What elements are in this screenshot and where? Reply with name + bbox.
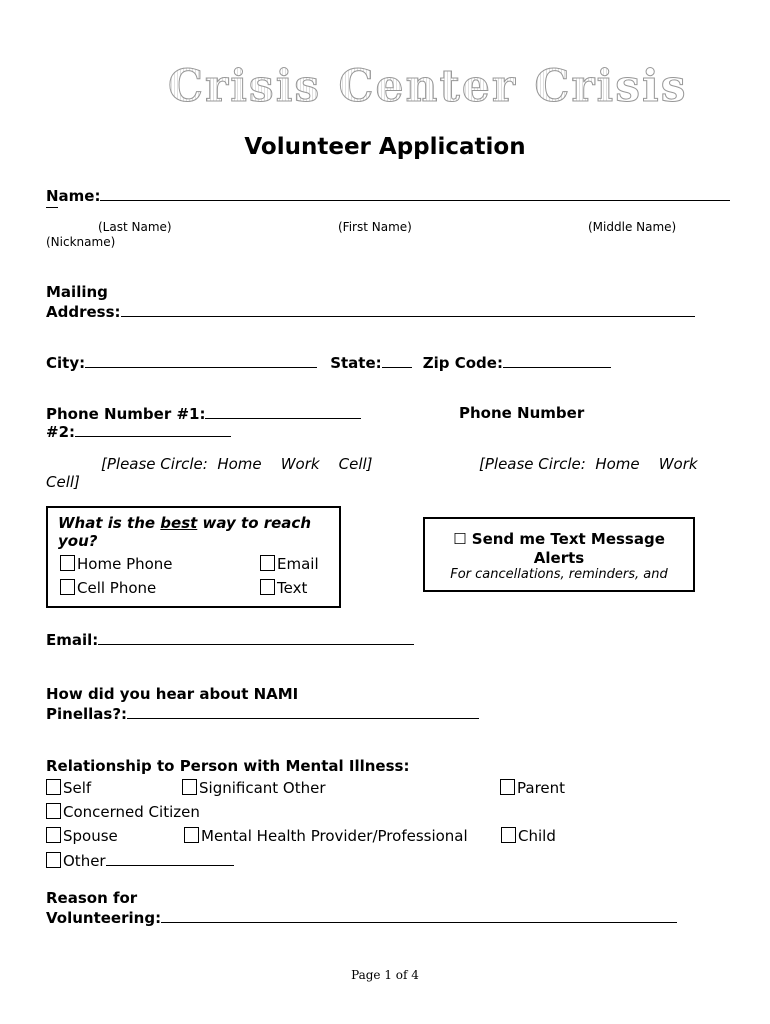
state-label: State: [330, 354, 382, 372]
contact-preference-question: What is the best way to reach [58, 514, 311, 532]
email-label: Email: [46, 631, 99, 649]
checkbox-icon[interactable] [60, 555, 75, 571]
relationship-child[interactable]: Child [501, 827, 556, 845]
relationship-self[interactable]: Self [46, 779, 91, 797]
relationship-mental-health-provider[interactable]: Mental Health Provider/Professional [184, 827, 468, 845]
checkbox-icon[interactable] [260, 555, 275, 571]
relationship-spouse[interactable]: Spouse [46, 827, 118, 845]
text-alerts-title: ☐ Send me Text Message [453, 530, 665, 548]
checkbox-icon[interactable]: ☐ [453, 530, 467, 548]
middle-name-caption: (Middle Name) [588, 220, 677, 234]
city-label: City: [46, 354, 86, 372]
phone2-circle-instruction: [Please Circle: Home Work [479, 455, 698, 473]
reason-label: Reason for [46, 889, 138, 907]
hear-label: How did you hear about NAMI [46, 685, 299, 703]
zip-label: Zip Code: [422, 354, 503, 372]
checkbox-icon[interactable] [46, 803, 61, 819]
checkbox-icon[interactable] [46, 852, 61, 868]
city-field[interactable] [85, 353, 317, 368]
phone1-circle-instruction: [Please Circle: Home Work Cell] [101, 455, 373, 473]
text-alerts-subtitle: For cancellations, reminders, and [450, 567, 668, 582]
page-number: Page 1 of 4 [351, 968, 419, 982]
contact-preference-box [46, 506, 341, 608]
phone2-label-cont: #2: [46, 423, 76, 441]
relationship-other[interactable]: Other [46, 851, 234, 870]
relationship-concerned-citizen[interactable]: Concerned Citizen [46, 803, 200, 821]
name-row [46, 186, 730, 205]
phone2-circle-instruction-cont: Cell] [46, 473, 80, 491]
phone1-row [46, 404, 361, 423]
state-field[interactable] [382, 353, 412, 368]
relationship-parent[interactable]: Parent [500, 779, 565, 797]
phone1-label: Phone Number #1: [46, 405, 206, 423]
other-field[interactable] [106, 851, 234, 866]
hear-label-cont: Pinellas?: [46, 705, 128, 723]
contact-preference-question-cont: you? [58, 532, 98, 550]
option-home-phone[interactable]: Home Phone [60, 555, 173, 573]
checkbox-icon[interactable] [46, 827, 61, 843]
phone2-label: Phone Number [459, 404, 585, 422]
checkbox-icon[interactable] [260, 579, 275, 595]
hear-row [46, 704, 479, 723]
address-label: Address: [46, 303, 121, 321]
name-label: Name: [46, 187, 101, 205]
zip-field[interactable] [503, 353, 611, 368]
checkbox-icon[interactable] [500, 779, 515, 795]
text-alerts-box [423, 517, 695, 592]
option-email[interactable]: Email [260, 555, 319, 573]
organization-logo: Crisis Center Crisis [168, 61, 688, 112]
relationship-significant-other[interactable]: Significant Other [182, 779, 326, 797]
reason-label-cont: Volunteering: [46, 909, 162, 927]
address-row [46, 302, 695, 321]
name-field-continuation[interactable] [46, 207, 58, 208]
address-field[interactable] [121, 302, 695, 317]
option-text[interactable]: Text [260, 579, 307, 597]
checkbox-icon[interactable] [501, 827, 516, 843]
last-name-caption: (Last Name) [98, 220, 172, 234]
nickname-caption: (Nickname) [46, 235, 116, 249]
checkbox-icon[interactable] [182, 779, 197, 795]
name-field[interactable] [100, 186, 730, 201]
hear-field[interactable] [127, 704, 479, 719]
mailing-label: Mailing [46, 283, 108, 301]
city-state-zip-row [46, 353, 611, 372]
email-row [46, 630, 414, 649]
first-name-caption: (First Name) [338, 220, 412, 234]
checkbox-icon[interactable] [60, 579, 75, 595]
email-field[interactable] [98, 630, 414, 645]
relationship-label: Relationship to Person with Mental Illness: [46, 757, 410, 775]
text-alerts-title-cont: Alerts [533, 549, 585, 567]
reason-field[interactable] [161, 908, 677, 923]
checkbox-icon[interactable] [184, 827, 199, 843]
option-cell-phone[interactable]: Cell Phone [60, 579, 156, 597]
phone1-field[interactable] [205, 404, 361, 419]
reason-row [46, 908, 677, 927]
phone2-field[interactable] [75, 422, 231, 437]
phone2-row [46, 422, 231, 441]
checkbox-icon[interactable] [46, 779, 61, 795]
page-title: Volunteer Application [244, 134, 526, 160]
